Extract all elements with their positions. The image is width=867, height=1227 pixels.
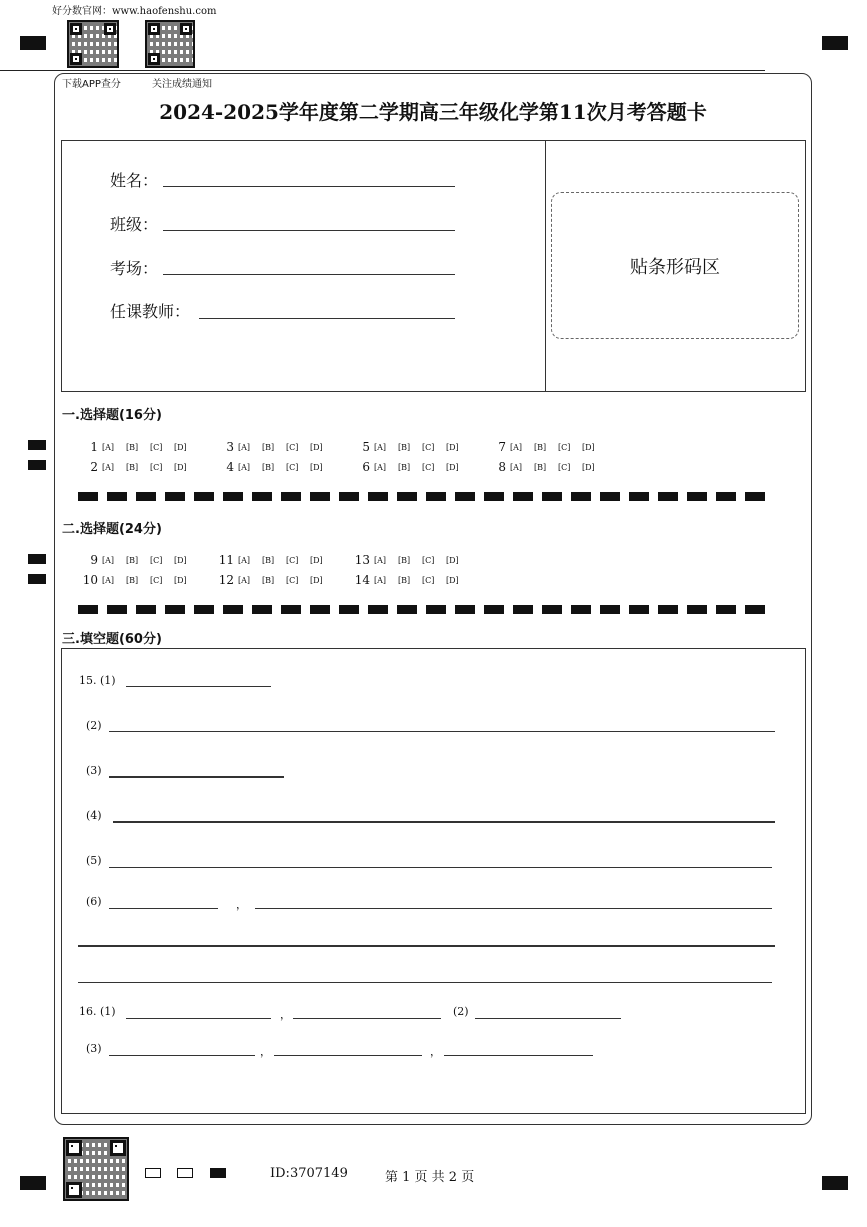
q15-6-answer-line-b[interactable] [255, 908, 772, 909]
section2-title: 二.选择题(24分) [62, 522, 162, 537]
answer-row [76, 437, 620, 457]
q16-label: 16. (1) [79, 1005, 116, 1018]
answer-row [76, 457, 620, 477]
question-10[interactable]: 10 [A] [B] [C] [D] [82, 573, 187, 587]
q16-3-answer-line-c[interactable] [444, 1055, 593, 1056]
header-divider [0, 70, 765, 71]
question-14[interactable]: 14 [A] [B] [C] [D] [354, 573, 459, 587]
timing-marks [78, 492, 765, 501]
row-marker [28, 574, 46, 584]
q16-1-answer-line-a[interactable] [126, 1018, 271, 1019]
q15-6-answer-line-d[interactable] [78, 982, 772, 983]
barcode-area [551, 192, 799, 339]
q16-3-label: (3) [86, 1042, 102, 1055]
corner-marker-bottom-right [822, 1176, 848, 1190]
question-5[interactable]: 5 [A] [B] [C] [D] [362, 440, 459, 454]
answer-row [76, 550, 484, 570]
row-marker [28, 554, 46, 564]
teacher-label: 任课教师： [110, 302, 191, 321]
q16-2-answer-line[interactable] [475, 1018, 621, 1019]
section3-title: 三.填空题(60分) [62, 632, 162, 647]
corner-marker-top-right [822, 36, 848, 50]
site-url: 好分数官网：www.haofenshu.com [52, 6, 217, 17]
q15-6-comma: ， [236, 898, 247, 911]
section1-title: 一.选择题(16分) [62, 408, 162, 423]
card-id: ID:3707149 [270, 1166, 348, 1181]
qr-code-notice [145, 20, 195, 68]
section1-answers [76, 437, 620, 477]
qr-code-footer [63, 1137, 129, 1201]
timing-marks [78, 605, 765, 614]
q15-1-answer-line[interactable] [126, 686, 271, 687]
q16-1-answer-line-b[interactable] [293, 1018, 441, 1019]
barcode-label: 贴条形码区 [630, 256, 720, 278]
q15-3-answer-line[interactable] [109, 776, 284, 778]
class-field[interactable] [163, 230, 455, 231]
q16-3-answer-line-a[interactable] [109, 1055, 255, 1056]
question-9[interactable]: 9 [A] [B] [C] [D] [90, 553, 187, 567]
question-8[interactable]: 8 [A] [B] [C] [D] [498, 460, 595, 474]
section2-answers [76, 550, 484, 590]
question-4[interactable]: 4 [A] [B] [C] [D] [226, 460, 323, 474]
corner-marker-top-left [20, 36, 46, 50]
qr-code-app [67, 20, 119, 68]
q15-2-answer-line[interactable] [109, 731, 775, 732]
page-marker-empty [145, 1168, 161, 1178]
row-marker [28, 440, 46, 450]
question-2[interactable]: 2 [A] [B] [C] [D] [90, 460, 187, 474]
page-title: 2024-2025学年度第二学期高三年级化学第11次月考答题卡 [159, 100, 707, 124]
qr-label-notice: 关注成绩通知 [152, 79, 212, 90]
q16-2-label: (2) [453, 1005, 469, 1018]
name-field[interactable] [163, 186, 455, 187]
q15-label: 15. (1) [79, 674, 116, 687]
page-number: 第 1 页 共 2 页 [385, 1170, 475, 1185]
name-label: 姓名： [110, 171, 159, 190]
question-3[interactable]: 3 [A] [B] [C] [D] [226, 440, 323, 454]
qr-label-app: 下载APP查分 [62, 79, 121, 90]
q16-3-answer-line-b[interactable] [274, 1055, 422, 1056]
q16-3-comma-a: ， [260, 1045, 271, 1058]
question-1[interactable]: 1 [A] [B] [C] [D] [90, 440, 187, 454]
q15-4-answer-line[interactable] [113, 821, 775, 823]
q15-5-label: (5) [86, 854, 102, 867]
row-marker [28, 460, 46, 470]
class-label: 班级： [110, 215, 159, 234]
question-12[interactable]: 12 [A] [B] [C] [D] [218, 573, 323, 587]
exam-room-label: 考场： [110, 259, 159, 278]
answer-row [76, 570, 484, 590]
question-7[interactable]: 7 [A] [B] [C] [D] [498, 440, 595, 454]
q16-3-comma-b: ， [430, 1045, 441, 1058]
info-divider [545, 140, 546, 392]
q15-6-answer-line-c[interactable] [78, 945, 775, 947]
q15-3-label: (3) [86, 764, 102, 777]
q15-6-label: (6) [86, 895, 102, 908]
page-marker-empty [177, 1168, 193, 1178]
question-11[interactable]: 11 [A] [B] [C] [D] [218, 553, 323, 567]
q15-2-label: (2) [86, 719, 102, 732]
q15-6-answer-line-a[interactable] [109, 908, 218, 909]
q15-5-answer-line[interactable] [109, 867, 772, 868]
q15-4-label: (4) [86, 809, 102, 822]
corner-marker-bottom-left [20, 1176, 46, 1190]
teacher-field[interactable] [199, 318, 455, 319]
q16-1-comma: ， [280, 1008, 291, 1021]
exam-room-field[interactable] [163, 274, 455, 275]
page-marker-filled [210, 1168, 226, 1178]
question-6[interactable]: 6 [A] [B] [C] [D] [362, 460, 459, 474]
question-13[interactable]: 13 [A] [B] [C] [D] [354, 553, 459, 567]
